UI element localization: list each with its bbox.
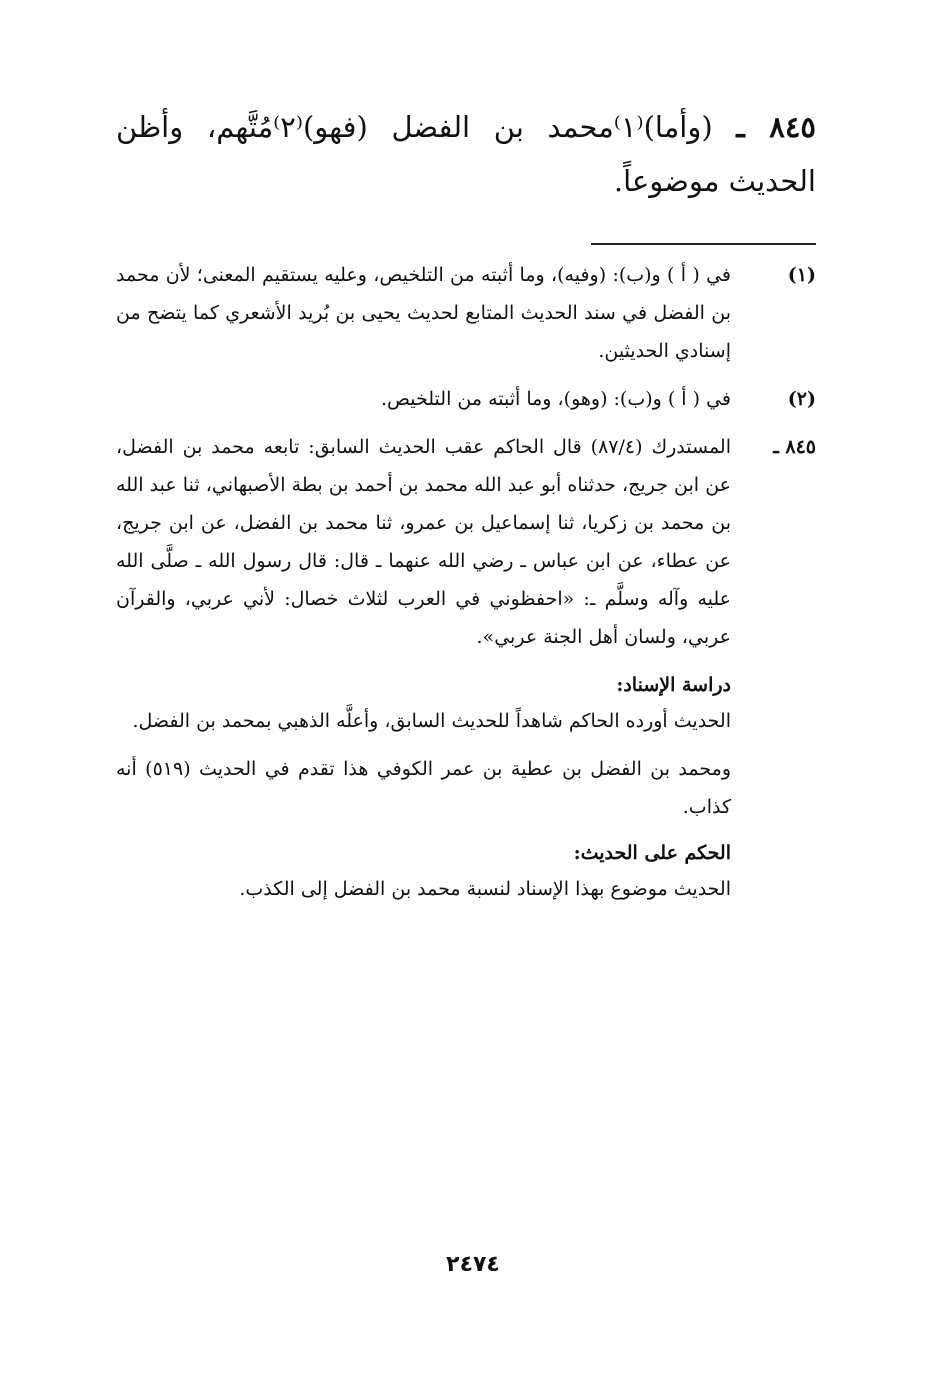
- footnote-separator: [591, 243, 816, 245]
- study-paragraph-2: ومحمد بن الفضل بن عطية بن عمر الكوفي هذا تقدم في الحديث (٥١٩) أنه كذاب.: [116, 758, 731, 818]
- isnad-study: [116, 668, 816, 908]
- takhrij-text: المستدرك (٨٧/٤) قال الحاكم عقب الحديث السابق: تابعه محمد بن الفضل، عن ابن جريج، حدثناه أبو عبد الله محمد بن أحمد بن بطة الأصبهاني، ثنا عبد الله بن محمد بن زكريا، ثنا إسماعيل بن عمرو، ثنا محمد بن الفضل، عن ابن جريج، عن عطاء، عن ابن عباس ـ رضي الله عنهما ـ قال: قال رسول الله ـ صلَّى الله عليه وآله وسلَّم ـ: «احفظوني في العرب لثلاث خصال: لأني عربي، والقرآن عربي، ولسان أهل الجنة عربي».: [116, 436, 732, 648]
- takhrij-entry: [116, 428, 816, 656]
- takhrij-section: [116, 428, 816, 908]
- study-paragraph-1: الحديث أورده الحاكم شاهداً للحديث السابق، وأعلَّه الذهبي بمحمد بن الفضل.: [132, 710, 731, 732]
- study-heading: دراسة الإسناد:: [616, 674, 731, 696]
- footnote-label: (٢): [787, 388, 816, 410]
- footnote-text: في ( أ ) و(ب): (وفيه)، وما أثبته من التلخيص، وعليه يستقيم المعنى؛ لأن محمد بن الفضل في سند الحديث المتابع لحديث يحيى بن بُريد الأشعري كما يتضح من إسنادي الحديثين.: [116, 264, 731, 362]
- footnote-1: [116, 256, 816, 370]
- footnotes-area: [116, 256, 816, 918]
- hadith-number: ٨٤٥ ـ: [736, 110, 816, 144]
- takhrij-number: ٨٤٥ ـ: [773, 436, 816, 458]
- footnote-label: (١): [787, 264, 816, 286]
- footnote-2: [116, 380, 816, 418]
- main-hadith-text: [116, 100, 816, 208]
- page-number: ٢٤٧٤: [446, 1252, 500, 1277]
- footnote-text: في ( أ ) و(ب): (وهو)، وما أثبته من التلخيص.: [380, 388, 731, 410]
- ruling-heading: الحكم على الحديث:: [573, 842, 731, 864]
- hadith-commentary: (وأما)⁽١⁾محمد بن الفضل (فهو)⁽٢⁾مُتَّهم، وأظن الحديث موضوعاً.: [116, 110, 816, 198]
- ruling-text: الحديث موضوع بهذا الإسناد لنسبة محمد بن الفضل إلى الكذب.: [239, 878, 731, 900]
